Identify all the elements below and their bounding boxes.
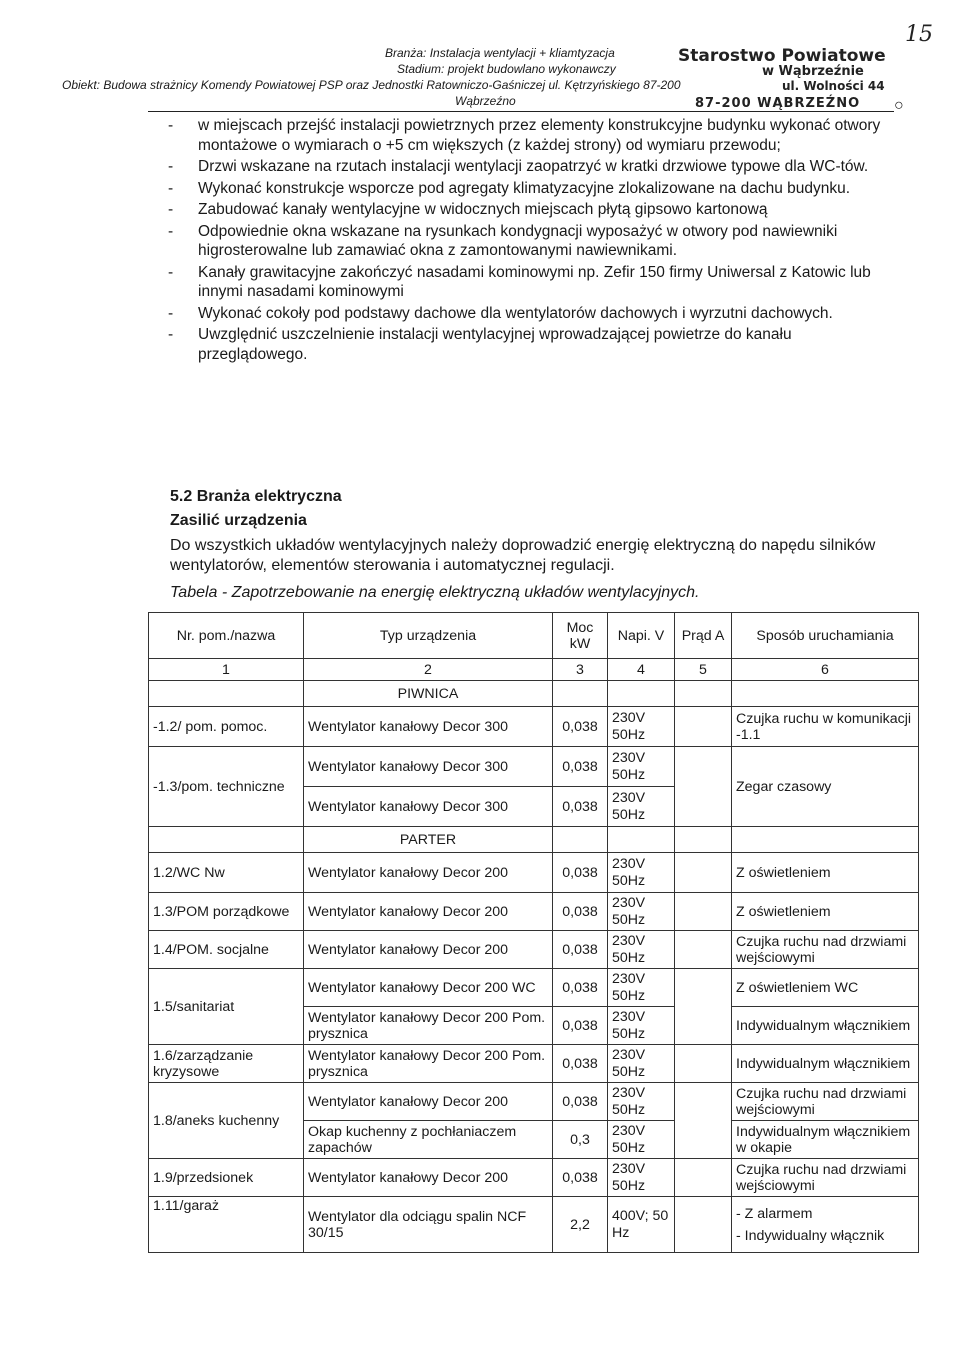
stamp-line-town: w Wąbrzeźnie (762, 64, 864, 79)
section-paragraph: Do wszystkich układów wentylacyjnych należy doprowadzić energię elektryczną do napędu silników wentylatorów, elementów sterowania i automatycznej regulacji. (170, 537, 876, 574)
table-row: 1.9/przedsionek Wentylator kanałowy Decor 200 0,038 230V 50Hz Czujka ruchu nad drzwiami wejściowymi (149, 1159, 919, 1197)
table-row: 1.4/POM. socjalne Wentylator kanałowy Decor 200 0,038 230V 50Hz Czujka ruchu nad drzwiami wejściowymi (149, 931, 919, 969)
header-line-stage: Stadium: projekt budowlano wykonawczy (397, 62, 616, 76)
list-item: - Drzwi wskazane na rzutach instalacji wentylacji zaopatrzyć w kratki drzwiowe typowe dla WC-tów. (168, 158, 869, 175)
section-title: 5.2 Branża elektryczna (170, 488, 342, 505)
page-number: 15 (905, 22, 933, 47)
list-item: - Kanały grawitacyjne zakończyć nasadami kominowymi np. Zefir 150 firmy Uniwersal z Katowic lub innymi nasadami kominowymi (168, 263, 871, 300)
column-number-row: 1 2 3 4 5 6 (149, 659, 919, 681)
header-start-mode: Sposób uruchamiania (732, 613, 919, 659)
table-row: Wentylator kanałowy Decor 200 Pom. prysznica 0,038 230V 50Hz Indywidualnym włącznikiem (149, 1007, 919, 1045)
start-mode-alarm: - Z alarmem (736, 1205, 813, 1222)
header-line-object: Obiekt: Budowa strażnicy Komendy Powiatowej PSP oraz Jednostki Ratowniczo-Gaśniczej ul. Kętrzyńskiego 87-200 (62, 78, 681, 92)
header-device: Typ urządzenia (304, 613, 553, 659)
header-power: Moc kW (553, 613, 608, 659)
table-row: 1.8/aneks kuchenny Wentylator kanałowy Decor 200 0,038 230V 50Hz Czujka ruchu nad drzwiami wejściowymi (149, 1083, 919, 1121)
section-row-basement: PIWNICA (149, 681, 919, 707)
list-item: - Uwzględnić uszczelnienie instalacji wentylacyjnej wprowadzającej powietrze do kanału przeglądowego. (168, 326, 792, 363)
table-row: -1.3/pom. techniczne Wentylator kanałowy Decor 300 0,038 230V 50Hz Zegar czasowy (149, 747, 919, 787)
start-mode-switch: - Indywidualny włącznik (736, 1227, 885, 1244)
header-rule (148, 111, 894, 112)
table-row: Wentylator kanałowy Decor 300 0,038 230V 50Hz (149, 787, 919, 827)
table-row: 1.5/sanitariat Wentylator kanałowy Decor 200 WC 0,038 230V 50Hz Z oświetleniem WC (149, 969, 919, 1007)
stamp-line-street: ul. Wolności 44 (782, 79, 885, 93)
header-voltage: Napi. V (608, 613, 675, 659)
list-item: - Wykonać cokoły pod podstawy dachowe dla wentylatorów dachowych i wyrzutni dachowych. (168, 304, 833, 322)
section-row-ground-floor: PARTER (149, 827, 919, 853)
header-current: Prąd A (675, 613, 732, 659)
requirements-list (168, 116, 888, 366)
table-row: 1.11/garaż Wentylator dla odciągu spalin NCF 30/15 2,2 400V; 50 Hz - Z alarmem - Indywidualny włącznik (149, 1197, 919, 1253)
table-caption: Tabela - Zapotrzebowanie na energię elektryczną układów wentylacyjnych. (170, 584, 700, 601)
power-demand-table (148, 612, 919, 1253)
header-line-branch: Branża: Instalacja wentylacji + kliamtyzacja (385, 46, 615, 60)
punch-hole-mark: ○ (894, 97, 904, 114)
table-row: 1.2/WC Nw Wentylator kanałowy Decor 200 0,038 230V 50Hz Z oświetleniem (149, 853, 919, 893)
table-row: 1.3/POM porządkowe Wentylator kanałowy Decor 200 0,038 230V 50Hz Z oświetleniem (149, 893, 919, 931)
list-item: - Wykonać konstrukcje wsporcze pod agregaty klimatyzacyjne zlokalizowane na dachu budynku. (168, 179, 851, 197)
stamp-line-postcode: 87-200 WĄBRZEŹNO (695, 96, 861, 111)
table-row: 1.6/zarządzanie kryzysowe Wentylator kanałowy Decor 200 Pom. prysznica 0,038 230V 50Hz Indywidualnym włącznikiem (149, 1045, 919, 1083)
list-item: - w miejscach przejść instalacji powietrznych przez elementy konstrukcyjne budynku wykonać otwory montażowe o wymiarach o +5 cm większych (z każdej strony) od wymiaru przewodu; (168, 117, 881, 154)
table-row: -1.2/ pom. pomoc. Wentylator kanałowy Decor 300 0,038 230V 50Hz Czujka ruchu w komunikacji -1.1 (149, 707, 919, 747)
list-item: - Zabudować kanały wentylacyjne w widocznych miejscach płytą gipsowo kartonową (168, 201, 768, 218)
list-item: - Odpowiednie okna wskazane na rysunkach kondygnacji wyposażyć w otwory pod nawiewniki higrosterowalne lub zamawiać okna z zamontowanymi nawiewnikami. (168, 222, 838, 259)
stamp-line-office: Starostwo Powiatowe (678, 46, 886, 66)
header-line-city: Wąbrzeźno (455, 94, 516, 108)
section-subtitle: Zasilić urządzenia (170, 512, 307, 529)
header-room: Nr. pom./nazwa (149, 613, 304, 659)
table-header-row (149, 613, 919, 659)
table-row: Okap kuchenny z pochłaniaczem zapachów 0,3 230V 50Hz Indywidualnym włącznikiem w okapie (149, 1121, 919, 1159)
